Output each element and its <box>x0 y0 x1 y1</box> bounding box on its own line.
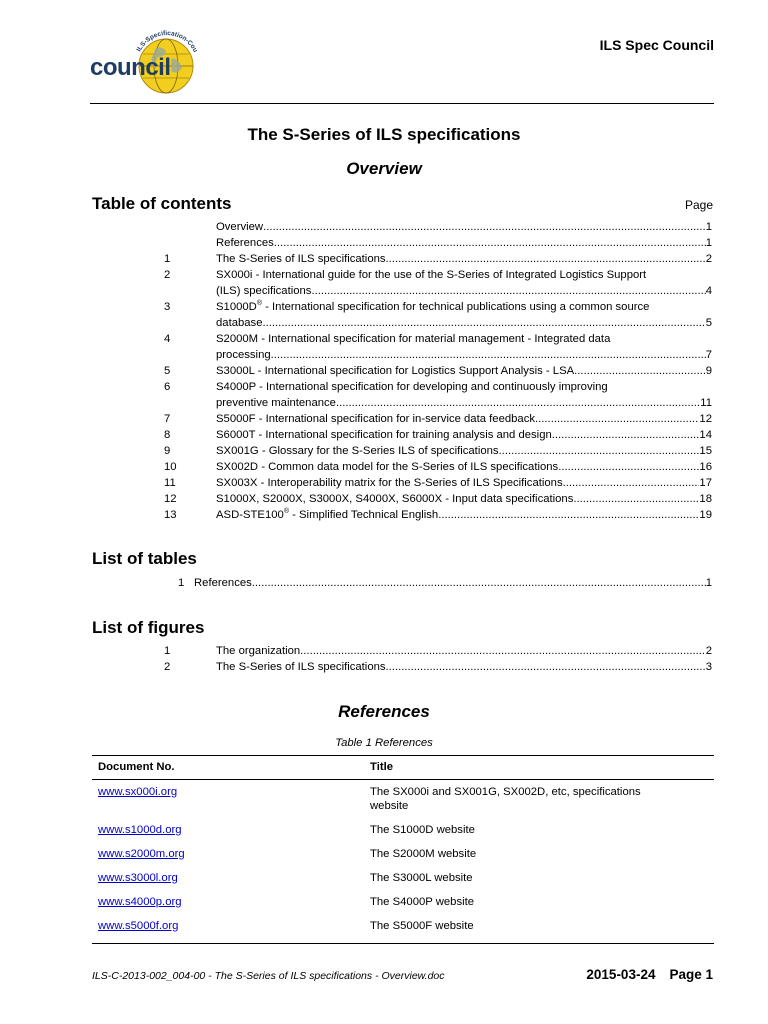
toc-entry[interactable] <box>164 379 712 411</box>
entry-number: 1 <box>164 645 171 657</box>
toc-entry-page: 19 <box>699 509 712 521</box>
dot-leader <box>499 443 700 459</box>
toc-entry-line <box>216 363 712 379</box>
document-number-cell <box>92 866 364 890</box>
dot-leader <box>573 491 699 507</box>
toc-entry-line <box>216 235 712 251</box>
toc-entry-text: SX001G - Glossary for the S-Series ILS of specifications <box>216 445 499 457</box>
table-caption: Table 1 References <box>335 737 433 749</box>
toc-entry[interactable] <box>164 251 712 267</box>
toc-entry-line <box>216 331 712 347</box>
toc-entry-text-part: S1000D <box>216 301 257 313</box>
toc-entry-line <box>216 379 712 395</box>
dot-leader <box>274 235 706 251</box>
toc-entry-number: 6 <box>164 381 171 393</box>
dot-leader <box>552 427 700 443</box>
title-line: The SX000i and SX001G, SX002D, etc, specifications <box>370 786 641 798</box>
toc-entry-page: 14 <box>699 429 712 441</box>
table-list-entry[interactable] <box>178 575 712 591</box>
table-row <box>92 842 714 866</box>
toc-entry-text-part: - Simplified Technical English <box>292 509 439 521</box>
toc-entry-line <box>216 299 712 315</box>
toc-entry-text: database <box>216 317 263 329</box>
registered-mark: ® <box>256 300 262 308</box>
column-header-title: Title <box>364 756 714 780</box>
toc-entry-text: processing <box>216 349 271 361</box>
toc-entry-number: 9 <box>164 445 171 457</box>
document-number-cell <box>92 818 364 842</box>
toc-entry[interactable] <box>164 443 712 459</box>
toc-entry-number: 12 <box>164 493 177 505</box>
entry-text: References <box>194 577 252 589</box>
toc-entry-text: (ILS) specifications <box>216 285 312 297</box>
toc-entry-body <box>216 219 712 235</box>
entry-line <box>216 643 712 659</box>
toc-entry-page: 7 <box>705 349 712 361</box>
document-number-cell <box>92 890 364 914</box>
toc-entry[interactable] <box>164 267 712 299</box>
table-row <box>92 890 714 914</box>
reference-link[interactable]: www.s2000m.org <box>98 847 185 860</box>
document-number-cell <box>92 914 364 944</box>
toc-entry-line <box>216 427 712 443</box>
toc-entry-body <box>216 251 712 267</box>
toc-entry[interactable] <box>164 363 712 379</box>
toc-entry-text: Overview <box>216 221 264 233</box>
dot-leader <box>563 475 700 491</box>
dot-leader <box>300 643 706 659</box>
toc-entry-text: preventive maintenance <box>216 397 336 409</box>
footer-date: 2015-03-24 <box>586 967 656 982</box>
toc-entry-number: 10 <box>164 461 177 473</box>
toc-entry[interactable] <box>164 491 712 507</box>
dot-leader <box>311 283 705 299</box>
document-number-cell <box>92 842 364 866</box>
toc-entry-text: S3000L - International specification for Logistics Support Analysis - LSA <box>216 365 575 377</box>
dot-leader <box>336 395 700 411</box>
dot-leader <box>438 507 699 523</box>
toc-entry-body <box>216 363 712 379</box>
toc-entry-page: 1 <box>705 237 712 249</box>
title-cell <box>364 914 714 944</box>
figure-list-entry[interactable] <box>164 643 712 659</box>
toc-entry[interactable] <box>164 219 712 235</box>
dot-leader <box>386 659 706 675</box>
title-cell <box>364 890 714 914</box>
entry-number: 1 <box>178 577 185 589</box>
dot-leader <box>252 575 706 591</box>
title-line: The S1000D website <box>370 823 475 836</box>
toc-entry-page: 9 <box>705 365 712 377</box>
dot-leader <box>535 411 699 427</box>
toc-entry-text: SX003X - Interoperability matrix for the S-Series of ILS Specifications <box>216 477 563 489</box>
toc-entry-page: 4 <box>705 285 712 297</box>
dot-leader <box>386 251 706 267</box>
toc-entry-text-part: - International specification for technical publications using a common source <box>265 301 650 313</box>
dot-leader <box>262 315 705 331</box>
toc-entry-body <box>216 443 712 459</box>
footer-filename: ILS-C-2013-002_004-00 - The S-Series of ILS specifications - Overview.doc <box>92 970 445 982</box>
footer-meta <box>572 967 713 982</box>
toc-entry-page: 12 <box>699 413 712 425</box>
toc-entry-text: SX000i - International guide for the use of the S-Series of Integrated Logistics Support <box>216 269 647 281</box>
document-title: The S-Series of ILS specifications <box>247 125 521 144</box>
table-row <box>92 780 714 818</box>
title-line: The S3000L website <box>370 871 473 884</box>
toc-entry-body <box>216 299 712 331</box>
toc-entry-text: S4000P - International specification for developing and continuously improving <box>216 381 608 393</box>
header-divider <box>90 103 714 104</box>
footer-page-number: Page 1 <box>669 967 713 982</box>
toc-entry-text: S5000F - International specification for in-service data feedback <box>216 413 535 425</box>
toc-entry-line <box>216 491 712 507</box>
toc-entry-page: 16 <box>699 461 712 473</box>
toc-entry-number: 11 <box>164 477 176 489</box>
toc-entry-text <box>216 507 438 523</box>
dot-leader <box>574 363 706 379</box>
toc-entry-text: The S-Series of ILS specifications <box>216 253 386 265</box>
toc-entry-page: 2 <box>705 253 712 265</box>
dot-leader <box>271 347 706 363</box>
toc-entry-number: 2 <box>164 269 171 281</box>
table-row <box>92 866 714 890</box>
toc-entry-line <box>216 507 712 523</box>
toc-entry-page: 11 <box>700 397 712 409</box>
document-number-cell <box>92 780 364 818</box>
entry-body <box>216 643 712 659</box>
toc-entry-body <box>216 459 712 475</box>
toc-entry[interactable] <box>164 411 712 427</box>
toc-entry-line <box>216 283 712 299</box>
toc-page-label: Page <box>684 198 713 212</box>
logo-arc-text: ILS-Specification-Cou <box>135 30 199 54</box>
title-cell <box>364 818 714 842</box>
entry-page: 3 <box>705 661 712 673</box>
header-title: ILS Spec Council <box>599 37 714 53</box>
toc-entry-line <box>216 267 712 283</box>
table-header-row <box>92 756 714 780</box>
toc-entry-body <box>216 267 712 299</box>
toc-entry-line <box>216 459 712 475</box>
toc-entry-text: SX002D - Common data model for the S-Series of ILS specifications <box>216 461 559 473</box>
toc-entry[interactable] <box>164 235 712 251</box>
council-logo <box>90 28 200 100</box>
toc-entry[interactable] <box>164 459 712 475</box>
entry-text: The organization <box>216 645 301 657</box>
toc-entry-number: 8 <box>164 429 171 441</box>
toc-entry-body <box>216 379 712 411</box>
toc-entry-number: 7 <box>164 413 171 425</box>
toc-entry-page: 15 <box>699 445 712 457</box>
toc-entry[interactable] <box>164 299 712 331</box>
dot-leader <box>558 459 699 475</box>
table-row <box>92 818 714 842</box>
reference-link[interactable]: www.s1000d.org <box>98 823 182 836</box>
toc-entry-body <box>216 507 712 523</box>
toc-entry-line <box>216 475 712 491</box>
toc-entry[interactable] <box>164 331 712 363</box>
toc-entry[interactable] <box>164 427 712 443</box>
toc-entry[interactable] <box>164 507 712 523</box>
figure-list-entry[interactable] <box>164 659 712 675</box>
registered-mark: ® <box>283 508 289 516</box>
title-cell <box>364 842 714 866</box>
list-of-figures-heading: List of figures <box>92 618 205 637</box>
reference-link[interactable]: www.sx000i.org <box>98 786 178 798</box>
entry-number: 2 <box>164 661 171 673</box>
entry-page: 1 <box>705 577 712 589</box>
toc-entry-line <box>216 219 712 235</box>
toc-entry-text: References <box>216 237 274 249</box>
toc-entry-body <box>216 235 712 251</box>
toc-entry-page: 1 <box>705 221 712 233</box>
list-of-figures <box>164 643 712 675</box>
toc-entry[interactable] <box>164 475 712 491</box>
toc-entry-number: 3 <box>164 301 171 313</box>
entry-line <box>216 659 712 675</box>
toc-entry-number: 4 <box>164 333 171 345</box>
toc-entry-number: 5 <box>164 365 171 377</box>
toc-entry-text: S1000X, S2000X, S3000X, S4000X, S6000X - Input data specifications <box>216 493 574 505</box>
column-header-document: Document No. <box>92 756 364 780</box>
toc-entry-line <box>216 395 712 411</box>
toc-entry-page: 5 <box>705 317 712 329</box>
entry-text: The S-Series of ILS specifications <box>216 661 386 673</box>
title-cell <box>364 866 714 890</box>
toc-entry-line <box>216 251 712 267</box>
entry-body <box>216 659 712 675</box>
toc-entry-line <box>216 443 712 459</box>
toc-entry-text: S6000T - International specification for training analysis and design <box>216 429 552 441</box>
table-row <box>92 914 714 944</box>
toc-entry-line <box>216 347 712 363</box>
toc-entry-line <box>216 411 712 427</box>
page-header <box>90 28 714 104</box>
toc-entry-body <box>216 475 712 491</box>
dot-leader <box>263 219 706 235</box>
toc-entry-body <box>216 331 712 363</box>
toc-entry-body <box>216 411 712 427</box>
toc-entry-body <box>216 491 712 507</box>
reference-link[interactable]: www.s5000f.org <box>98 919 179 932</box>
toc-entry-text: S2000M - International specification for material management - Integrated data <box>216 333 611 345</box>
toc-entry-page: 17 <box>699 477 712 489</box>
logo-text: council <box>90 54 171 81</box>
toc-entry-text-part: ASD-STE100 <box>216 509 284 521</box>
reference-link[interactable]: www.s4000p.org <box>98 895 182 908</box>
reference-link[interactable]: www.s3000l.org <box>98 871 178 884</box>
title-line: The S5000F website <box>370 919 474 932</box>
entry-body <box>194 575 712 591</box>
entry-page: 2 <box>705 645 712 657</box>
references-heading: References <box>338 702 430 721</box>
toc-list <box>164 219 712 523</box>
list-of-tables <box>178 575 712 591</box>
toc-entry-page: 18 <box>699 493 712 505</box>
title-cell <box>364 780 714 818</box>
toc-entry-text <box>216 299 649 315</box>
list-of-tables-heading: List of tables <box>92 549 197 568</box>
entry-line <box>194 575 712 591</box>
toc-heading: Table of contents <box>92 194 232 213</box>
title-line: The S2000M website <box>370 847 477 860</box>
overview-heading: Overview <box>346 159 422 178</box>
toc-entry-body <box>216 427 712 443</box>
title-line: The S4000P website <box>370 895 475 908</box>
references-table <box>92 755 714 944</box>
toc-entry-number: 13 <box>164 509 177 521</box>
title-line: website <box>370 800 409 812</box>
toc-entry-line <box>216 315 712 331</box>
toc-entry-number: 1 <box>164 253 171 265</box>
